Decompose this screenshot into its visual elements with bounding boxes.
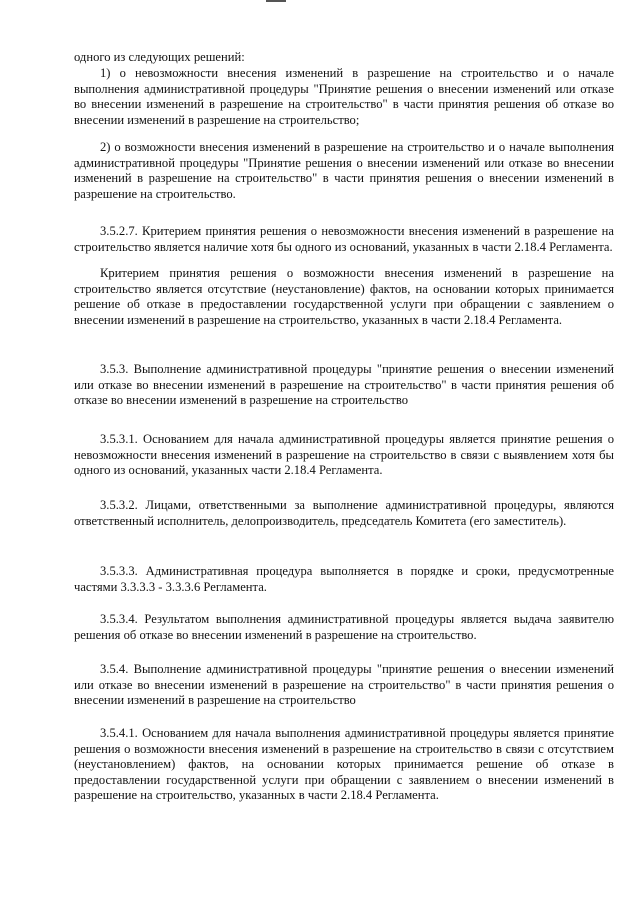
top-edge-mark bbox=[266, 0, 286, 2]
paragraph-3-5-3-4: 3.5.3.4. Результатом выполнения административной процедуры является выдача заявителю решения об отказе во внесении изменений в разрешение на строительство. bbox=[74, 612, 614, 642]
paragraph-criterion-possibility: Критерием принятия решения о возможности внесения изменений в разрешение на строительство является отсутствие (неустановление) фактов, на основании которых принимается решение об отказе в предоставлении государственной услуги при обращении с заявлением о внесении изменений в разрешение на строительство, указанных в части 2.18.4 Регламента. bbox=[74, 266, 614, 327]
paragraph-3-5-3-2: 3.5.3.2. Лицами, ответственными за выполнение административной процедуры, являются ответственный исполнитель, делопроизводитель, председатель Комитета (его заместитель). bbox=[74, 498, 614, 528]
paragraph-intro: одного из следующих решений: bbox=[74, 50, 245, 64]
paragraph-option-2: 2) о возможности внесения изменений в разрешение на строительство и о начале выполнения административной процедуры "Принятие решения о внесении изменений или отказе во внесении изменений в разрешение на строительство" в части принятия решения о внесении изменений в разрешение на строительство. bbox=[74, 140, 614, 201]
paragraph-option-1: 1) о невозможности внесения изменений в разрешение на строительство и о начале выполнения административной процедуры "Принятие решения о внесении изменений или отказе во внесении изменений в разрешение на строительство" в части принятия решения об отказе во внесении изменений в разрешение на строительство; bbox=[74, 66, 614, 127]
paragraph-3-5-2-7: 3.5.2.7. Критерием принятия решения о невозможности внесения изменений в разрешение на строительство является наличие хотя бы одного из оснований, указанных в части 2.18.4 Регламента. bbox=[74, 224, 614, 254]
paragraph-3-5-4: 3.5.4. Выполнение административной процедуры "принятие решения о внесении изменений или отказе во внесении изменений в разрешение на строительство" в части принятия решения о внесении изменений в разрешение на строительство bbox=[74, 662, 614, 708]
paragraph-3-5-3-3: 3.5.3.3. Административная процедура выполняется в порядке и сроки, предусмотренные частями 3.3.3.3 - 3.3.3.6 Регламента. bbox=[74, 564, 614, 594]
paragraph-3-5-3: 3.5.3. Выполнение административной процедуры "принятие решения о внесении изменений или отказе во внесении изменений в разрешение на строительство" в части принятия решения об отказе во внесении изменений в разрешение на строительство bbox=[74, 362, 614, 408]
paragraph-3-5-4-1: 3.5.4.1. Основанием для начала выполнения административной процедуры является принятие решения о возможности внесения изменений в разрешение на строительство в связи с отсутствием (неустановлением) фактов, на основании которых принимается решение об отказе в предоставлении государственной услуги при обращении с заявлением о внесении изменений в разрешение на строительство, указанных в части 2.18.4 Регламента. bbox=[74, 726, 614, 803]
paragraph-3-5-3-1: 3.5.3.1. Основанием для начала административной процедуры является принятие решения о невозможности внесения изменений в разрешение на строительство в связи с выявлением хотя бы одного из оснований, указанных части 2.18.4 Регламента. bbox=[74, 432, 614, 478]
